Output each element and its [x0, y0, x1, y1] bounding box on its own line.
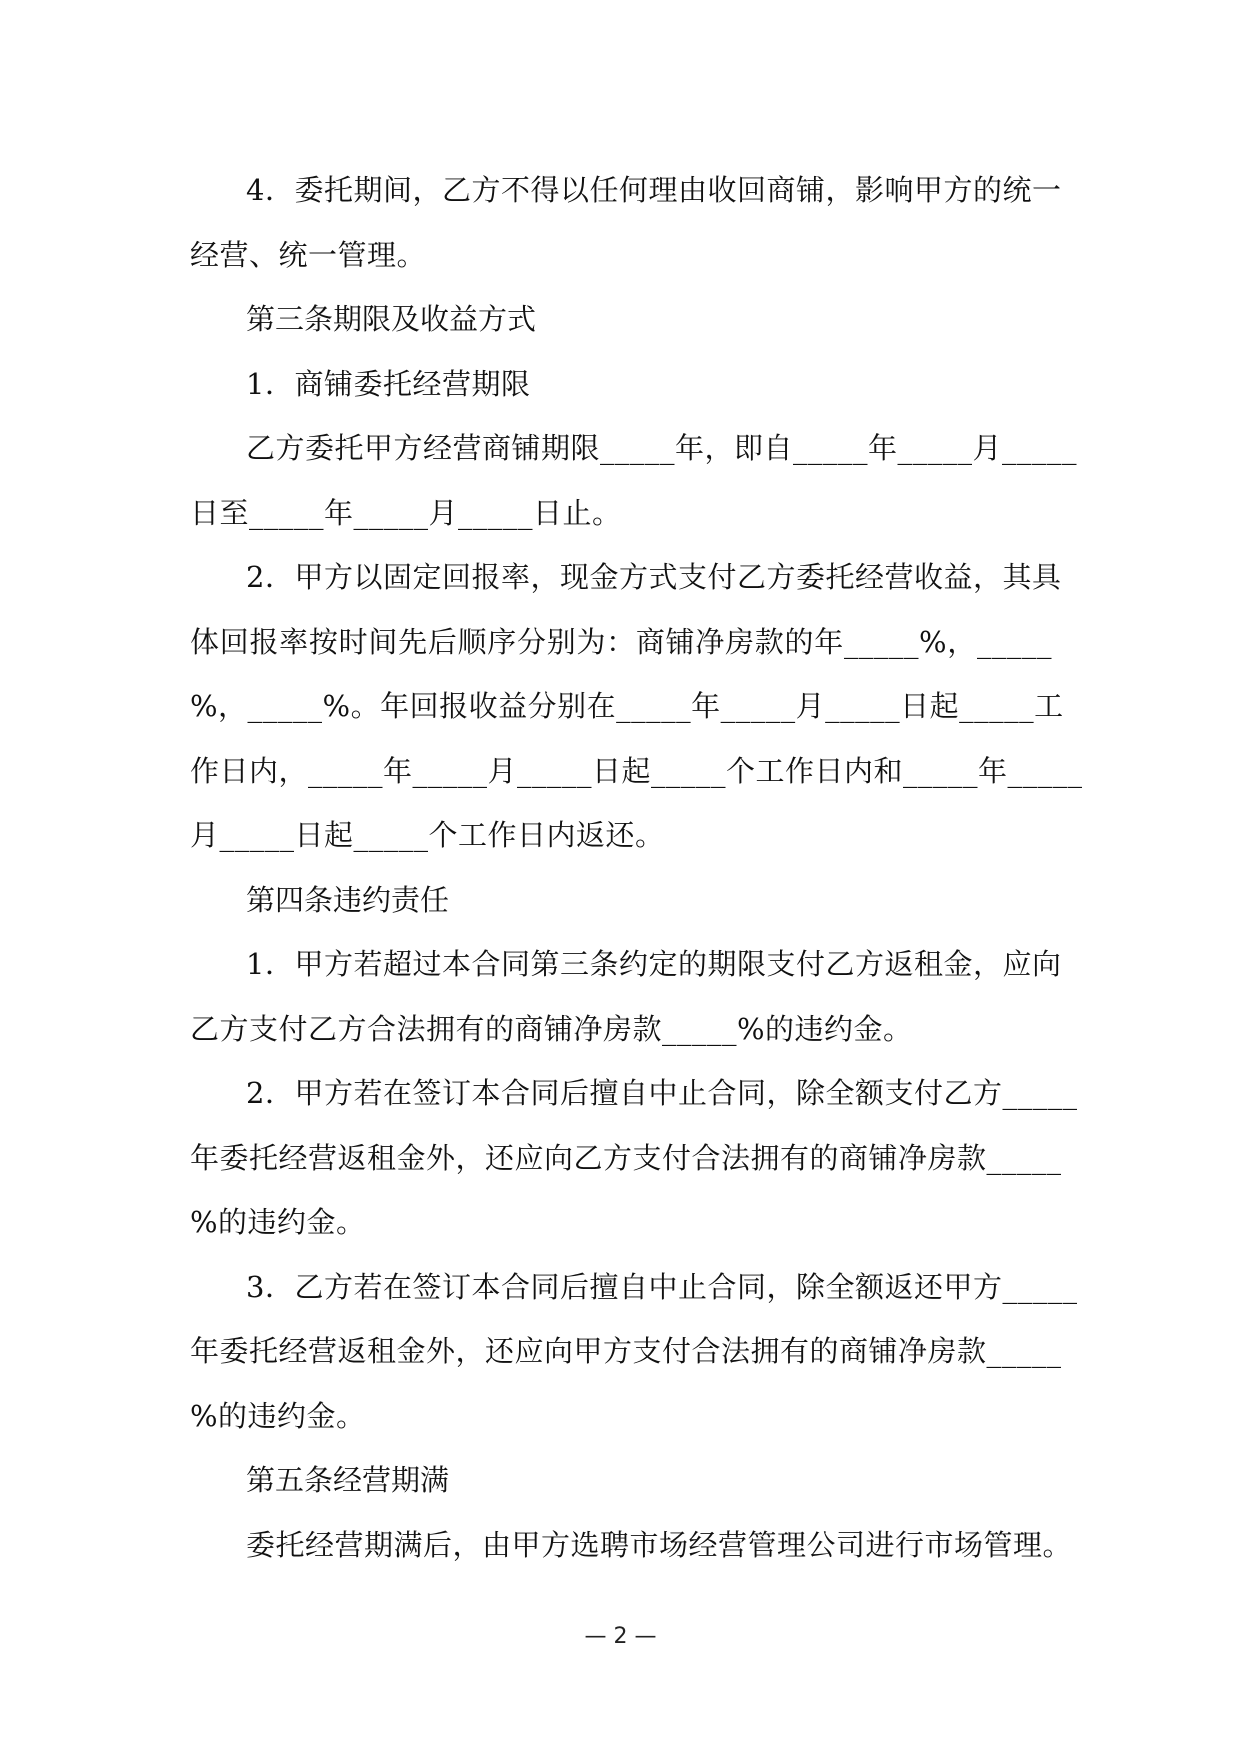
page-number: — 2 —: [584, 1624, 657, 1649]
paragraph-line: 委托经营期满后，由甲方选聘市场经营管理公司进行市场管理。: [246, 1527, 1073, 1562]
paragraph-line: 乙方支付乙方合法拥有的商铺净房款_____%的违约金。: [190, 1011, 913, 1046]
paragraph-line: 乙方委托甲方经营商铺期限_____年，即自_____年_____月_____: [246, 431, 1078, 465]
paragraph-line: 月_____日起_____个工作日内返还。: [190, 818, 665, 852]
paragraph-line: 4．委托期间，乙方不得以任何理由收回商铺，影响甲方的统一: [246, 173, 1062, 207]
paragraph-line: %的违约金。: [190, 1398, 366, 1433]
subsection-heading: 1．商铺委托经营期限: [246, 366, 531, 401]
paragraph-line: 年委托经营返租金外，还应向乙方支付合法拥有的商铺净房款_____: [190, 1140, 1062, 1175]
document-body: [190, 158, 1083, 1577]
paragraph-line: 日至_____年_____月_____日止。: [190, 495, 622, 530]
paragraph-line: 经营、统一管理。: [190, 237, 427, 272]
section-heading: 第四条违约责任: [246, 882, 450, 917]
paragraph-line: 2．甲方若在签订本合同后擅自中止合同，除全额支付乙方_____: [246, 1076, 1078, 1110]
paragraph-line: 年委托经营返租金外，还应向甲方支付合法拥有的商铺净房款_____: [190, 1334, 1062, 1368]
section-heading: 第三条期限及收益方式: [246, 302, 537, 336]
paragraph-line: %的违约金。: [190, 1205, 366, 1239]
section-heading: 第五条经营期满: [246, 1463, 450, 1497]
paragraph-line: 3．乙方若在签订本合同后擅自中止合同，除全额返还甲方_____: [246, 1269, 1078, 1304]
paragraph-line: 1．甲方若超过本合同第三条约定的期限支付乙方返租金，应向: [246, 947, 1062, 981]
paragraph-line: 作日内，_____年_____月_____日起_____个工作日内和_____年_____: [190, 753, 1083, 788]
paragraph-line: 体回报率按时间先后顺序分别为：商铺净房款的年_____%，_____: [190, 624, 1052, 659]
paragraph-line: 2．甲方以固定回报率，现金方式支付乙方委托经营收益，其具: [246, 560, 1062, 594]
paragraph-line: %，_____%。年回报收益分别在_____年_____月_____日起_____工: [190, 689, 1064, 723]
